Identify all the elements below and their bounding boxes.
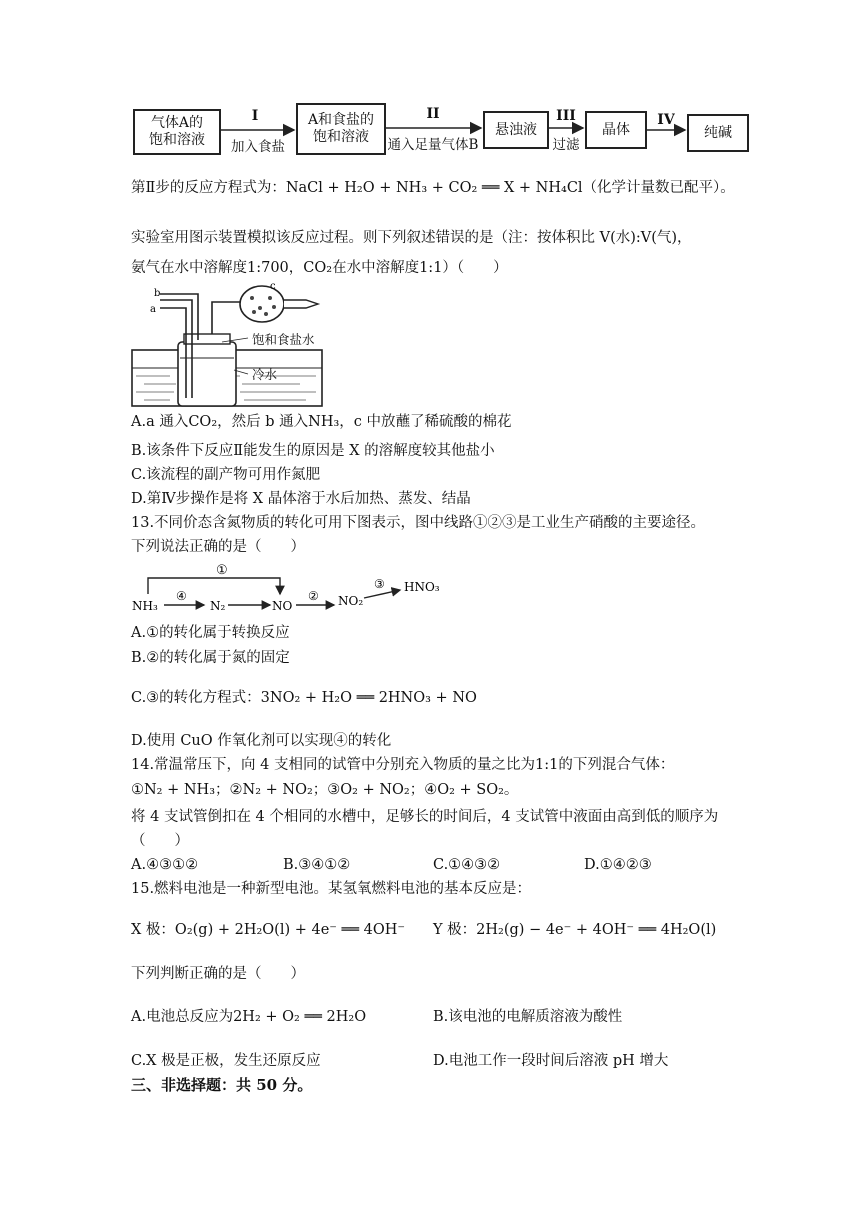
step-4-number: IV (657, 112, 675, 128)
q15-option-c: C.X 极是正极，发生还原反应 (131, 1053, 321, 1069)
q14-option-b: B.③④①② (283, 857, 351, 873)
q14-option-c: C.①④③② (433, 857, 501, 873)
flow-box-3: 悬浊液 (483, 111, 549, 149)
q13-option-b: B.②的转化属于氮的固定 (131, 650, 290, 666)
q15-option-a: A.电池总反应为2H₂ + O₂ ══ 2H₂O (131, 1009, 367, 1025)
q12-option-d: D.第Ⅳ步操作是将 X 晶体溶于水后加热、蒸发、结晶 (131, 491, 471, 507)
q14-option-d: D.①④②③ (584, 857, 652, 873)
q13-option-a: A.①的转化属于转换反应 (131, 625, 290, 641)
label-b: b (154, 288, 161, 299)
q15-prompt: 下列判断正确的是（ ） (131, 966, 305, 982)
q13-nitrogen-diagram (130, 558, 450, 620)
species-hno3: HNO₃ (404, 580, 440, 594)
q12-stem-line1: 实验室用图示装置模拟该反应过程。则下列叙述错误的是（注：按体积比 V(水):V(气)， (131, 230, 692, 246)
circle-1: ① (216, 563, 228, 578)
q12-label-coldwater: 冷水 (252, 367, 278, 382)
q15-stem: 15.燃料电池是一种新型电池。某氢氧燃料电池的基本反应是： (131, 881, 532, 897)
flow-box-2: A和食盐的 饱和溶液 (296, 103, 386, 155)
q14-stem-line2: 将 4 支试管倒扣在 4 个相同的水槽中，足够长的时间后，4 支试管中液面由高到低的顺序为 (131, 809, 719, 825)
circle-2: ② (308, 589, 319, 603)
q12-option-a: A.a 通入CO₂，然后 b 通入NH₃，c 中放蘸了稀硫酸的棉花 (131, 414, 512, 430)
circle-3: ③ (374, 577, 385, 591)
q12-option-c: C.该流程的副产物可用作氮肥 (131, 467, 321, 483)
q15-option-b: B.该电池的电解质溶液为酸性 (433, 1009, 623, 1025)
q12-equation: 第Ⅱ步的反应方程式为：NaCl + H₂O + NH₃ + CO₂ ══ X + NH₄Cl（化学计量数已配平）。 (131, 180, 735, 196)
step-2-label: 通入足量气体B (387, 137, 479, 153)
q12-label-brine: 饱和食盐水 (252, 332, 315, 347)
circle-4: ④ (176, 589, 187, 603)
label-c: c (270, 281, 276, 292)
q13-stem-line2: 下列说法正确的是（ ） (131, 539, 305, 555)
q13-option-c: C.③的转化方程式：3NO₂ + H₂O ══ 2HNO₃ + NO (131, 690, 477, 706)
q14-stem-line3: （ ） (131, 833, 189, 849)
q14-stem-line1: 14.常温常压下，向 4 支相同的试管中分别充入物质的量之比为1:1的下列混合气体： (131, 757, 675, 773)
q14-option-a: A.④③①② (131, 857, 199, 873)
q12-option-b: B.该条件下反应Ⅱ能发生的原因是 X 的溶解度较其他盐小 (131, 443, 495, 459)
species-no: NO (272, 599, 293, 613)
flow-box-1: 气体A的 饱和溶液 (133, 109, 221, 155)
step-3-label: 过滤 (552, 137, 580, 153)
flow-box-4: 晶体 (585, 111, 647, 149)
species-no2: NO₂ (338, 594, 364, 608)
flow-box-5: 纯碱 (687, 114, 749, 152)
step-2-number: II (426, 106, 440, 122)
species-n2: N₂ (210, 599, 226, 613)
section-3-heading: 三、非选择题：共 50 分。 (131, 1076, 313, 1094)
q15-x-pole: X 极：O₂(g) + 2H₂O(l) + 4e⁻ ══ 4OH⁻ (131, 922, 406, 938)
q12-stem-line2: 氨气在水中溶解度1:700，CO₂在水中溶解度1:1）（ ） (131, 260, 508, 276)
q13-stem-line1: 13.不同价态含氮物质的转化可用下图表示，图中线路①②③是工业生产硝酸的主要途径。 (131, 515, 706, 531)
step-3-number: III (556, 108, 576, 124)
q13-option-d: D.使用 CuO 作氧化剂可以实现④的转化 (131, 733, 392, 749)
step-1-number: I (251, 108, 259, 124)
q15-option-d: D.电池工作一段时间后溶液 pH 增大 (433, 1053, 669, 1069)
label-a: a (150, 304, 156, 315)
step-1-label: 加入食盐 (231, 139, 285, 155)
species-nh3: NH₃ (132, 599, 158, 613)
q15-y-pole: Y 极：2H₂(g) − 4e⁻ + 4OH⁻ ══ 4H₂O(l) (433, 922, 717, 938)
q14-gases: ①N₂ + NH₃；②N₂ + NO₂；③O₂ + NO₂；④O₂ + SO₂。 (131, 782, 519, 798)
